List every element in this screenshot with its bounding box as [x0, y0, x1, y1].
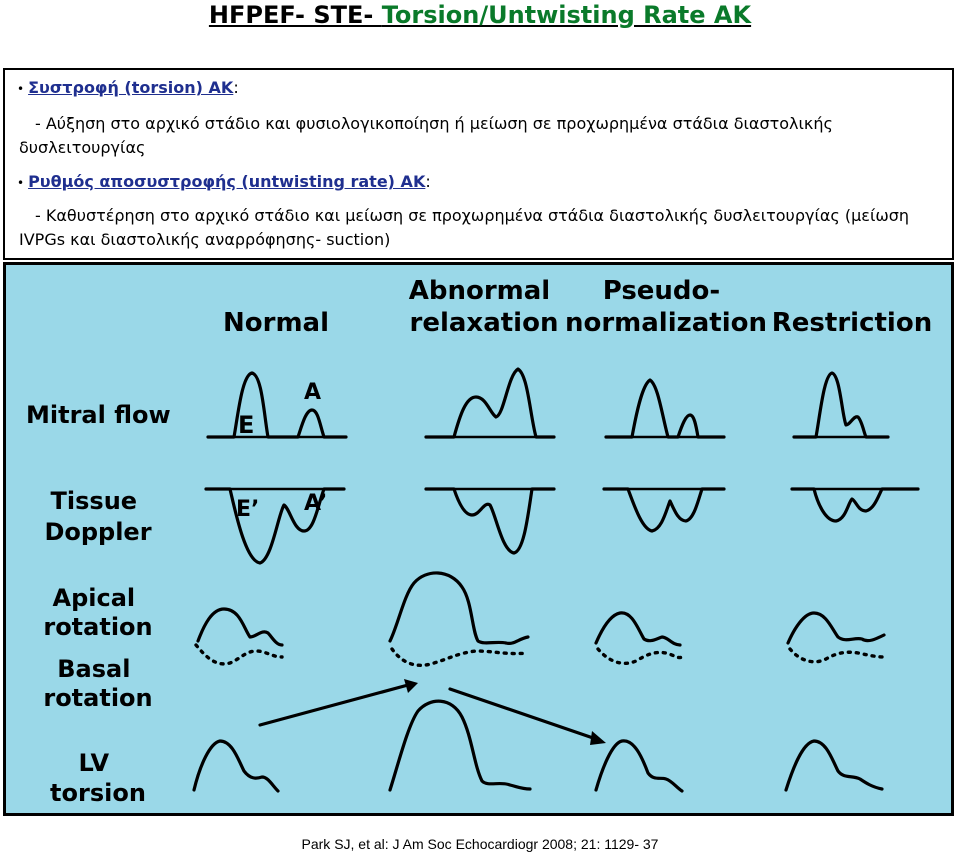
- bullet-torsion-label: Συστροφή (torsion) ΑΚ: [28, 78, 234, 97]
- bullet-untwisting-text: - Καθυστέρηση στο αρχικό στάδιο και μείωση σε προχωρημένα στάδια διαστολικής δυσλειτουργίας (μείωση IVPGs και διαστολικής αναρρόφησης- suction): [19, 206, 910, 249]
- basal-rotation-pseudonormalization: [598, 649, 682, 663]
- row-tissue-line1: Tissue: [50, 487, 138, 515]
- row-torsion-line2: torsion: [50, 779, 146, 807]
- bullet-torsion: [17, 78, 239, 97]
- row-basal-line2: rotation: [43, 684, 153, 712]
- bullet-dot-icon: •: [17, 176, 25, 190]
- row-torsion-line1: LV: [78, 749, 110, 777]
- mitral-flow-abnormal-relaxation: [426, 369, 554, 437]
- torsion-arrow-normal-to-abnormal: [260, 685, 408, 725]
- column-restriction-line1: Restriction: [771, 308, 933, 338]
- mitral-flow-normal: [208, 373, 346, 437]
- column-pseudo-line2: normalization: [564, 308, 768, 338]
- tissue-doppler-abnormal-relaxation: [426, 489, 554, 553]
- column-abnormal-line2: relaxation: [409, 308, 559, 338]
- title-topic: Torsion/Untwisting Rate AK: [381, 1, 752, 29]
- column-pseudo-line1: Pseudo-: [602, 276, 721, 306]
- page-title: [0, 0, 960, 30]
- tissue-doppler-restriction: [792, 489, 918, 521]
- bullet-untwisting-colon: :: [425, 172, 431, 191]
- wave-label-e-prime: E’: [236, 497, 260, 522]
- row-mitral-line1: Mitral flow: [26, 401, 171, 429]
- lv-torsion-normal: [194, 741, 278, 791]
- apical-rotation-abnormal-relaxation: [390, 573, 528, 643]
- lv-torsion-pseudonormalization: [596, 741, 682, 791]
- apical-rotation-pseudonormalization: [596, 613, 680, 645]
- row-label-apical-rotation: [43, 584, 152, 641]
- mitral-flow-restriction: [794, 373, 888, 437]
- diastolic-dysfunction-diagram: [3, 262, 954, 816]
- row-apical-line1: Apical: [52, 584, 136, 612]
- lv-torsion-abnormal-relaxation: [390, 701, 530, 790]
- column-normal-line1: Normal: [223, 308, 329, 338]
- apical-rotation-restriction: [788, 613, 884, 643]
- row-label-basal-rotation: [43, 655, 152, 712]
- row-label-tissue-doppler: [44, 487, 151, 546]
- mitral-flow-pseudonormalization: [606, 380, 724, 437]
- basal-rotation-normal: [196, 645, 282, 664]
- row-apical-line2: rotation: [43, 613, 153, 641]
- column-abnormal-line1: Abnormal: [408, 276, 551, 306]
- citation: Park SJ, et al: J Am Soc Echocardiogr 2008; 21: 1129- 37: [301, 836, 659, 852]
- wave-label-a: A: [304, 380, 322, 405]
- bullet-untwisting-label: Ρυθμός αποσυστροφής (untwisting rate) ΑΚ: [28, 172, 426, 191]
- basal-rotation-abnormal-relaxation: [392, 649, 528, 665]
- bullet-untwisting: [17, 172, 431, 191]
- summary-box: [3, 68, 954, 260]
- row-tissue-line2: Doppler: [44, 518, 152, 546]
- wave-label-e: E: [238, 411, 255, 439]
- bullet-torsion-colon: :: [233, 78, 239, 97]
- bullet-torsion-text: - Αύξηση στο αρχικό στάδιο και φυσιολογικοποίηση ή μείωση σε προχωρημένα στάδια διαστολικής δυσλειτουργίας: [19, 114, 833, 157]
- row-label-mitral-flow: [26, 401, 171, 429]
- basal-rotation-restriction: [790, 649, 884, 662]
- title-prefix: HFPEF- STE-: [208, 1, 382, 29]
- bullet-dot-icon: •: [17, 82, 25, 96]
- row-label-lv-torsion: [50, 749, 146, 807]
- torsion-arrowhead-2: [590, 731, 606, 745]
- column-label-pseudonormalization: [565, 276, 767, 338]
- row-basal-line1: Basal: [57, 655, 131, 683]
- apical-rotation-normal: [198, 609, 282, 645]
- wave-label-a-prime: A’: [304, 491, 328, 516]
- torsion-arrowhead-1: [404, 679, 418, 693]
- column-label-normal: [223, 308, 329, 338]
- tissue-doppler-pseudonormalization: [604, 489, 724, 531]
- torsion-arrow-abnormal-to-pseudo: [450, 689, 596, 739]
- column-label-restriction: [772, 308, 932, 338]
- column-label-abnormal-relaxation: [409, 276, 560, 338]
- lv-torsion-restriction: [786, 741, 882, 790]
